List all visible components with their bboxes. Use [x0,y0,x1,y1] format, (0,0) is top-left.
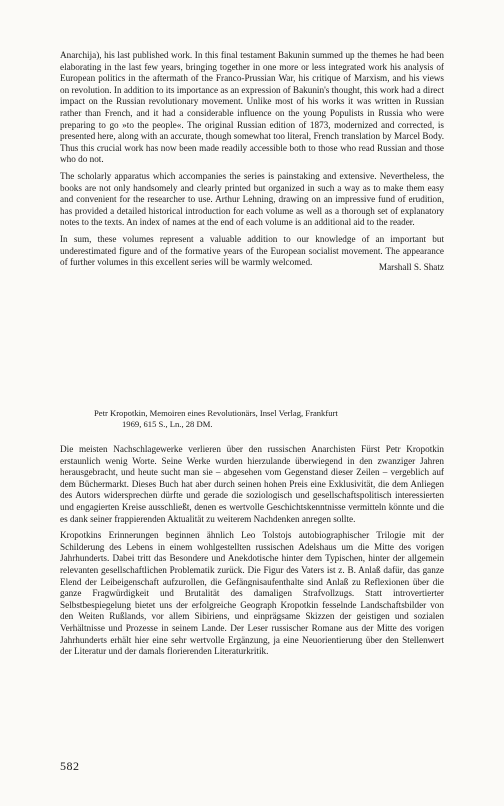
german-paragraph-1: Die meisten Nachschlagewerke verlieren über den russischen Anarchisten Fürst Petr Kropotkin erstaunlich wenig Worte. Seine Werke wurden hierzulande überwiegend in den zwanziger Jahren herausgebracht, und heute sucht man sie – abgesehen vom Gegenstand dieser Zeilen – vergeblich auf dem Büchermarkt. Dieses Buch hat aber durch seinen hohen Preis eine Exklusivität, die dem Anliegen des Autors widersprechen dürfte und gerade die soziologisch und gesellschaftspolitisch interessierten und engagierten Kreise ausschließt, denen es wertvolle Geschichtskenntnisse vermitteln könnte und die es dank seiner frappierenden Aktualität zu weiterem Nachdenken anregen sollte. [60,444,444,524]
review-english [60,50,444,274]
review-paragraph-1: Anarchija), his last published work. In this final testament Bakunin summed up the themes he had been elaborating in the last few years, bringing together in one more or less integrated work his analysis of European politics in the aftermath of the Franco-Prussian War, his critique of Marxism, and his views on revolution. In addition to its importance as an expression of Bakunin's thought, this work had a direct impact on the Russian revolutionary movement. Unlike most of his works it was written in Russian rather than French, and it had a considerable influence on the young Populists in Russia who were preparing to go »to the people«. The original Russian edition of 1873, modernized and corrected, is presented here, along with an accurate, though somewhat too literal, French translation by Marcel Body. Thus this crucial work has now been made readily accessible both to those who read Russian and those who do not. [60,50,444,165]
review-paragraph-2: The scholarly apparatus which accompanies the series is painstaking and extensive. Nevertheless, the books are not only handsomely and clearly printed but organized in such a way as to make them easy and convenient for the researcher to use. Arthur Lehning, drawing on an impressive fund of erudition, has provided a detailed historical introduction for each volume as well as a thorough set of explanatory notes to the texts. An index of names at the end of each volume is an additional aid to the reader. [60,170,444,228]
page-number: 582 [60,759,80,773]
review-paragraph-3: In sum, these volumes represent a valuable addition to our knowledge of an important but underestimated figure and of the formative years of the European socialist movement. The appearance of further volumes in this excellent series will be warmly welcomed. [60,233,444,268]
book-reference [94,408,444,430]
book-reference-line-2: 1969, 615 S., Ln., 28 DM. [122,419,213,429]
review-german [60,444,444,663]
book-reference-line-1: Petr Kropotkin, Memoiren eines Revolutionärs, Insel Verlag, Frankfurt [94,408,338,418]
review-signature: Marshall S. Shatz [378,262,444,273]
german-paragraph-2: Kropotkins Erinnerungen beginnen ähnlich Leo Tolstojs autobiographischer Trilogie mit der Schilderung des Lebens in einem wohlgestellten russischen Adelshaus um die Mitte des vorigen Jahrhunderts. Dabei tritt das Besondere und Anekdotische hinter dem Typischen, hinter der allgemein relevanten gesellschaftlichen Problematik zurück. Die Figur des Vaters ist z. B. Anlaß dafür, das ganze Elend der Leibeigenschaft aufzurollen, die Gefängnisaufenthalte sind Anlaß zu Reflexionen über die ganze Fragwürdigkeit und Brutalität des damaligen Strafvollzugs. Statt introvertierter Selbstbespiegelung bietet uns der erfolgreiche Geograph Kropotkin fesselnde Landschaftsbilder von den Weiten Rußlands, vor allem Sibiriens, und einprägsame Skizzen der geistigen und sozialen Verhältnisse und Prozesse in seinem Lande. Der Leser russischer Romane aus der Mitte des vorigen Jahrhunderts erhält hier eine sehr wertvolle Ergänzung, ja eine Neuorientierung über den Stellenwert der Literatur und der damals florierenden Literaturkritik. [60,530,444,657]
